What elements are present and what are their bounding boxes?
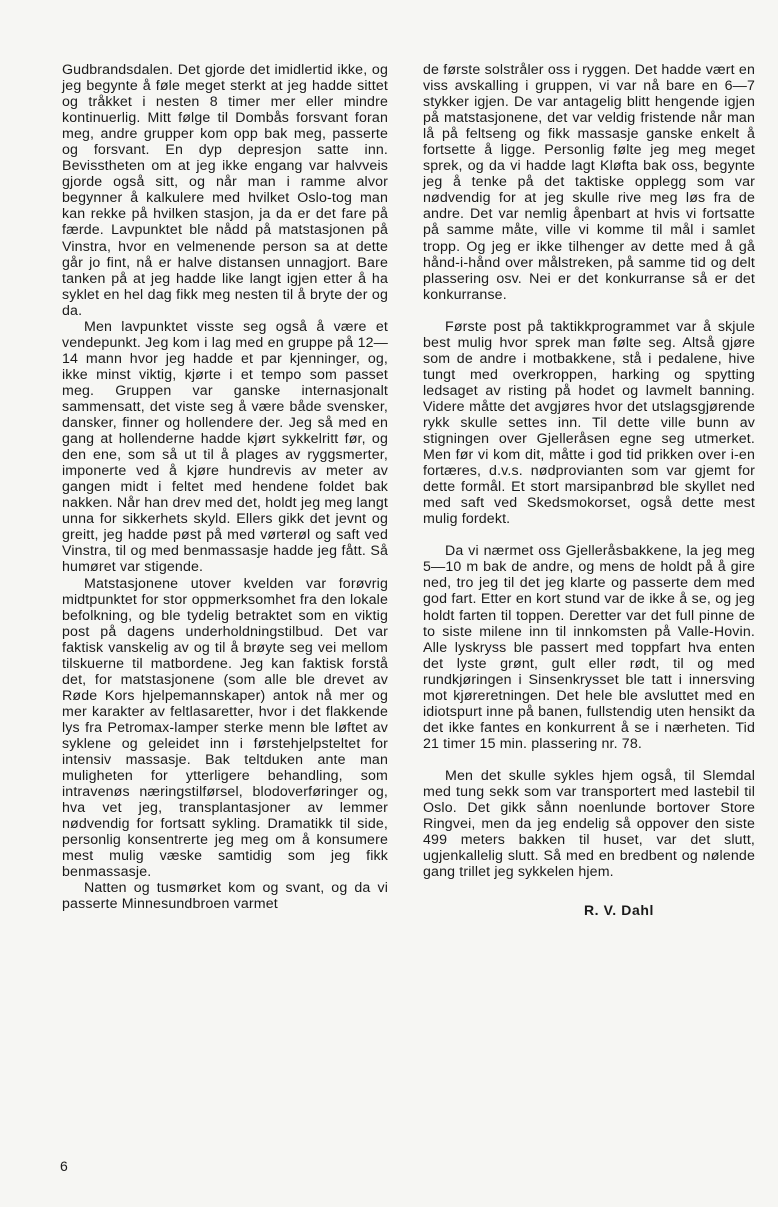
paragraph: Matstasjonene utover kvelden var forøvrig midtpunktet for stor oppmerksomhet fra den lokale befolkning, og ble tydelig betraktet som en viktig post på dagens underholdningstilbud. Det var faktisk vanskelig av og til å brøyte seg vei mellom tilskuerne til matbordene. Jeg kan faktisk forstå det, for matstasjonene (som alle ble drevet av Røde Kors hjelpemannskaper) antok nå mer og mer karakter av feltlasaretter, hvor i det flakkende lys fra Petromax-lamper sterke menn ble løftet av syklene og geleidet inn i førstehjelpsteltet for intensiv massasje. Bak teltduken ante man muligheten for ytterligere behandling, som intravenøs næringstilførsel, blodoverføringer og, hva vet jeg, transplantasjoner av lemmer nødvendig for fortsatt sykling. Dramatikk til side, personlig konsentrerte jeg meg om å konsumere mest mulig væske samtidig som jeg fikk benmassasje. (62, 575, 388, 881)
paragraph: Da vi nærmet oss Gjelleråsbakkene, la jeg meg 5—10 m bak de andre, og mens de holdt på å gire ned, tro jeg til det jeg klarte og passerte dem med god fart. Etter en kort stund var de ikke å se, og jeg holdt farten til toppen. Deretter var det full pinne de to siste milene inn til innkomsten på Valle-Hovin. Alle lyskryss ble passert med toppfart hva enten det lyste grønt, gult eller rødt, til og med rundkjøringen i Sinsenkrysset ble tatt i innersving mot kjøreretningen. Det hele ble avsluttet med en idiotspurt inne på banen, fullstendig uten hensikt da det ikke fantes en konkurrent å se i nærheten. Tid 21 timer 15 min. plassering nr. 78. (423, 543, 755, 752)
page-number: 6 (60, 1158, 68, 1174)
right-column (423, 62, 755, 918)
paragraph: Natten og tusmørket kom og svant, og da vi passerte Minnesundbroen varmet (62, 880, 388, 913)
author-signature: R. V. Dahl (583, 902, 655, 919)
paragraph: Første post på taktikkprogrammet var å skjule best mulig hvor sprek man følte seg. Altså gjøre som de andre i motbakkene, stå i pedalene, hive tungt med overkroppen, harking og spytting ledsaget av risting på hodet og lavmelt banning. Videre måtte det avgjøres hvor det utslagsgjørende rykk skulle settes inn. Til dette ville bunn av stigningen over Gjelleråsen egne seg utmerket. Men før vi kom dit, måtte i god tid prikken over i-en fortæres, d.v.s. nødprovianten som var gjemt for dette formål. Et stort marsipanbrød ble skyllet ned med saft ved Skedsmokorset, også dette mest mulig fordekt. (423, 318, 755, 528)
paragraph: Gudbrandsdalen. Det gjorde det imidlertid ikke, og jeg begynte å føle meget sterkt at jeg hadde sittet og tråkket i nesten 8 timer mer eller mindre kontinuerlig. Mitt følge til Dombås forsvant foran meg, andre grupper kom opp bak meg, passerte og forsvant. En dyp depresjon satte inn. Bevisstheten om at jeg ikke engang var halvveis gjorde også sitt, og når man i ramme alvor begynner å kalkulere med hvilket Oslo-tog man kan rekke på hvilken stasjon, ja da er det fare på færde. Lavpunktet ble nådd på matstasjonen på Vinstra, hvor en velmenende person sa at dette går jo fint, nå er halve distansen unnagjort. Bare tanken på at jeg hadde like langt igjen etter å ha syklet en hel dag fikk meg nesten til å bryte der og da. (62, 62, 388, 319)
left-column (62, 62, 388, 912)
paragraph: de første solstråler oss i ryggen. Det hadde vært en viss avskalling i gruppen, vi var nå bare en 6—7 stykker igjen. De var antagelig blitt hengende igjen på matstasjonene, det var veldig fristende når man lå på feltseng og fikk massasje ganske enkelt å fortsette å ligge. Personlig følte jeg meg meget sprek, og da vi hadde lagt Kløfta bak oss, begynte jeg å tenke på det taktiske opplegg som var nødvendig for at jeg skulle rive meg løs fra de andre. Det var nemlig åpenbart at hvis vi fortsatte på samme måte, ville vi komme til mål i samlet tropp. Og jeg er ikke tilhenger av dette med å gå hånd-i-hånd over målstreken, på samme tid og delt plassering osv. Nei er det konkurranse så er det konkurranse. (423, 62, 755, 303)
paragraph: Men det skulle sykles hjem også, til Slemdal med tung sekk som var transportert med lastebil til Oslo. Det gikk sånn noenlunde bortover Store Ringvei, men da jeg endelig så oppover den siste 499 meters bakken til huset, var det slutt, ugjenkallelig slutt. Så med en bredbent og nølende gang trillet jeg sykkelen hjem. (423, 767, 755, 881)
paragraph: Men lavpunktet visste seg også å være et vendepunkt. Jeg kom i lag med en gruppe på 12—14 mann hvor jeg hadde et par kjenninger, og, ikke minst viktig, kjørte i et tempo som passet meg. Gruppen var ganske internasjonalt sammensatt, det viste seg å være både svensker, dansker, finner og hollendere der. Jeg så med en gang at hollenderne hadde kjørt sykkelritt før, og den ene, som så ut til å plages av ryggsmerter, imponerte ved å kjøre hundrevis av meter av gangen midt i feltet med hendene foldet bak nakken. Når han drev med det, holdt jeg meg langt unna for sikkerhets skyld. Ellers gikk det jevnt og greitt, jeg hadde pøst på med vørterøl og saft ved Vinstra, til og med benmassasje hadde jeg fått. Så humøret var stigende. (62, 318, 388, 576)
